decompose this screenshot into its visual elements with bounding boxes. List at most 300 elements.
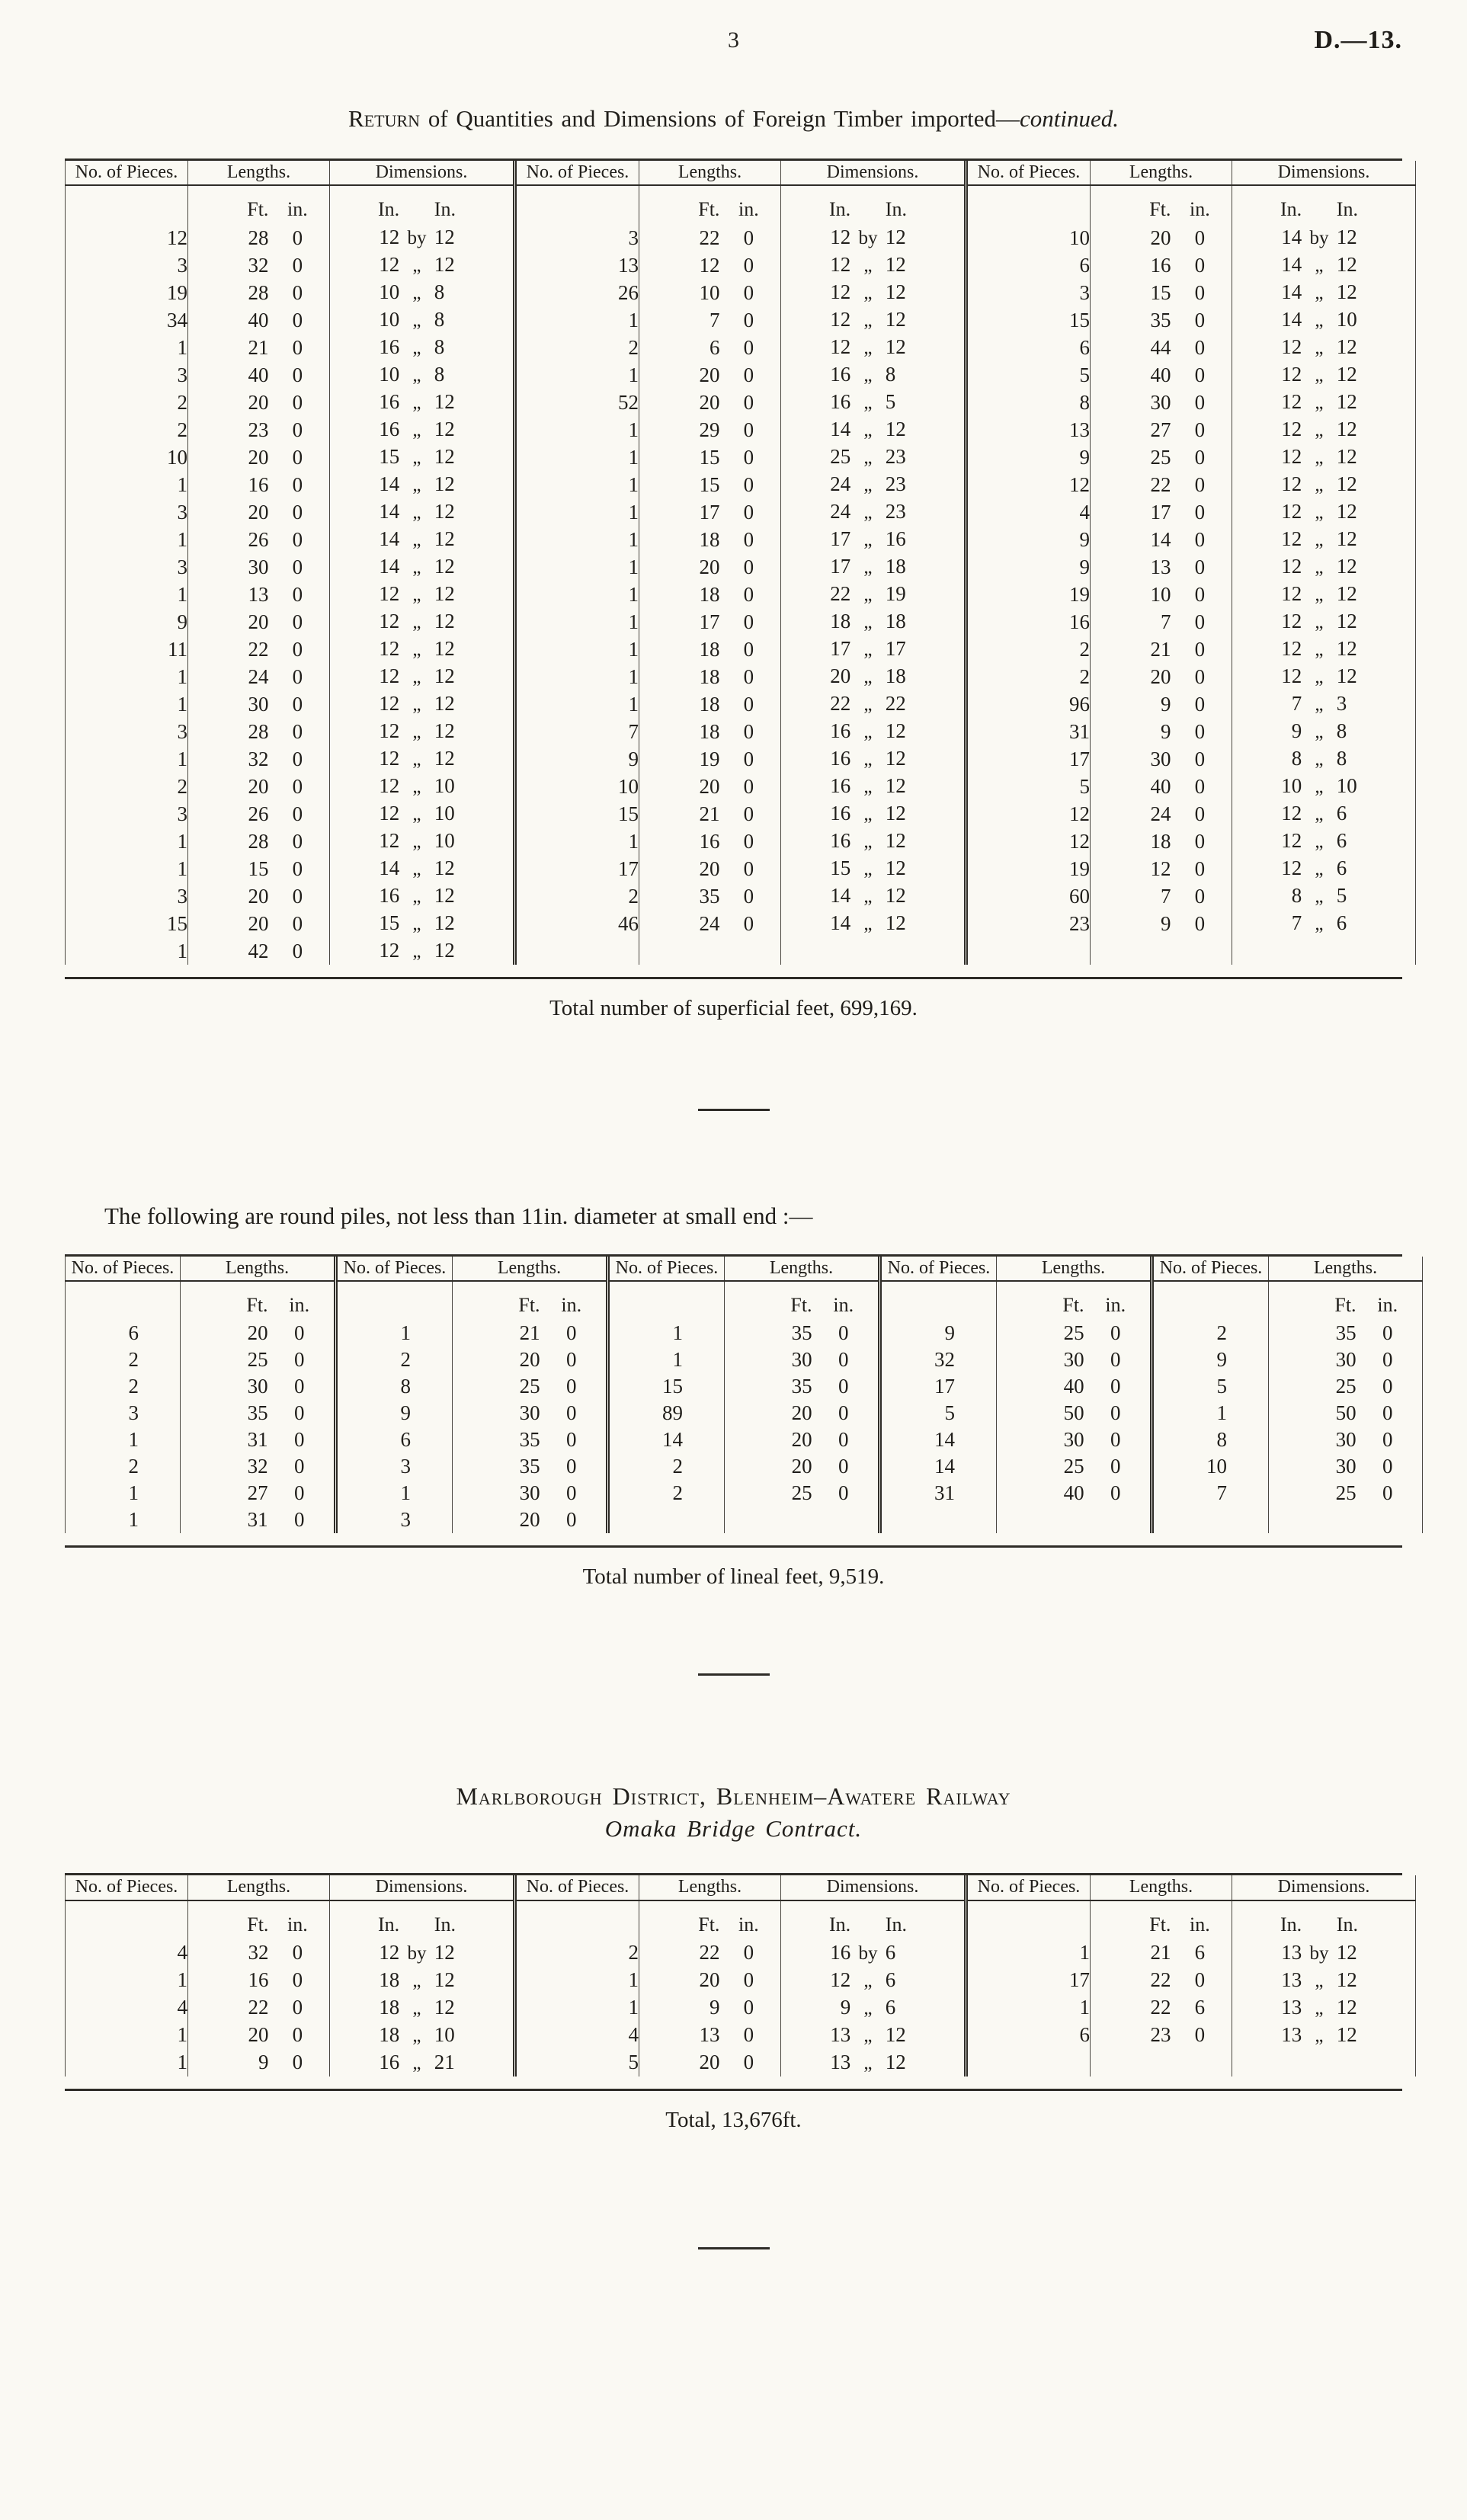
cell-pieces: 7 <box>515 718 639 745</box>
cell-pieces: 32 <box>880 1346 997 1373</box>
title-main-text: of Quantities and Dimensions of Foreign Timber imported— <box>420 105 1020 132</box>
cell-pieces: 14 <box>880 1453 997 1480</box>
cell-dimensions <box>330 882 515 910</box>
value-dim-first: 12 <box>379 1940 400 1964</box>
cell-lengths <box>188 416 330 443</box>
value-dim-second: 12 <box>434 226 455 249</box>
dim-separator: „ <box>1315 776 1324 798</box>
value-feet: 9 <box>709 1996 720 2019</box>
cell-dimensions <box>330 636 515 663</box>
cell-lengths <box>188 882 330 910</box>
value-dim-second: 12 <box>885 280 906 304</box>
col-header-pieces: No. of Pieces. <box>66 161 188 185</box>
dim-separator: „ <box>863 392 873 414</box>
value-dim-second: 12 <box>1336 1940 1357 1964</box>
value-inches: 0 <box>743 637 754 661</box>
value-dim-second: 12 <box>434 692 455 716</box>
cell-pieces: 1 <box>336 1320 453 1346</box>
unit-in2-label: In. <box>1336 1913 1358 1936</box>
section1-title <box>65 105 1402 133</box>
cell-dimensions <box>330 800 515 828</box>
cell-pieces: 2 <box>515 1939 639 1967</box>
value-inches: 0 <box>743 582 754 606</box>
value-dim-first: 14 <box>379 500 400 524</box>
cell-pieces: 3 <box>515 224 639 251</box>
unit-cell-blank <box>336 1281 453 1320</box>
cell-dimensions <box>781 553 966 581</box>
timber-grid <box>65 161 1416 965</box>
value-inches: 0 <box>1194 829 1206 853</box>
value-inches: 0 <box>292 280 303 304</box>
value-inches: 0 <box>292 527 303 551</box>
cell-pieces: 52 <box>515 389 639 416</box>
cell-lengths <box>1091 581 1232 608</box>
cell-pieces: 15 <box>966 306 1091 334</box>
cell-lengths <box>997 1427 1152 1453</box>
value-dim-second: 6 <box>885 1968 896 1991</box>
value-dim-first: 12 <box>379 802 400 825</box>
value-dim-second: 12 <box>434 939 455 962</box>
cell-dimensions <box>781 1994 966 2022</box>
value-dim-second: 12 <box>434 527 455 551</box>
cell-lengths <box>1091 2049 1232 2077</box>
cell-dimensions <box>781 663 966 690</box>
value-dim-second: 12 <box>885 2050 906 2073</box>
value-inches: 0 <box>1194 445 1206 469</box>
table-row <box>66 773 1416 800</box>
value-feet: 40 <box>1063 1375 1084 1398</box>
table-row <box>66 1427 1423 1453</box>
cell-pieces: 2 <box>966 636 1091 663</box>
unit-in1-label: In. <box>1280 1913 1302 1936</box>
cell-pieces: 8 <box>1152 1427 1269 1453</box>
cell-dimensions <box>1232 773 1416 800</box>
value-dim-first: 12 <box>1281 857 1302 880</box>
dim-separator: „ <box>1315 2025 1324 2046</box>
cell-pieces: 1 <box>515 636 639 663</box>
value-feet: 35 <box>699 884 720 908</box>
value-inches: 0 <box>292 363 303 386</box>
page-end-divider <box>698 2247 770 2249</box>
cell-pieces: 5 <box>880 1400 997 1427</box>
value-inches: 6 <box>1194 1941 1206 1964</box>
value-dim-first: 13 <box>1281 1940 1302 1964</box>
value-dim-first: 18 <box>379 1968 400 1991</box>
value-dim-first: 12 <box>1281 527 1302 551</box>
cell-lengths <box>639 608 781 636</box>
value-dim-first: 22 <box>830 692 851 716</box>
value-dim-first: 12 <box>1281 335 1302 359</box>
value-feet: 22 <box>1150 1996 1171 2019</box>
cell-pieces: 1 <box>515 471 639 498</box>
cell-pieces: 5 <box>966 361 1091 389</box>
cell-dimensions <box>330 416 515 443</box>
value-inches: 0 <box>292 911 303 935</box>
cell-dimensions <box>1232 279 1416 306</box>
value-inches: 0 <box>1194 308 1206 331</box>
value-inches: 0 <box>1382 1428 1393 1452</box>
value-dim-first: 25 <box>830 445 851 469</box>
value-inches: 0 <box>1194 555 1206 578</box>
value-feet: 9 <box>1160 692 1171 716</box>
value-dim-second: 12 <box>885 418 906 441</box>
value-feet: 32 <box>247 1455 268 1478</box>
value-feet: 10 <box>699 280 720 304</box>
value-dim-first: 16 <box>379 335 400 359</box>
unit-cell-blank <box>66 1900 188 1939</box>
value-feet: 19 <box>699 747 720 770</box>
cell-dimensions <box>1232 471 1416 498</box>
value-inches: 0 <box>294 1375 305 1398</box>
dim-separator: „ <box>412 831 421 853</box>
omaka-total: Total, 13,676ft. <box>665 2107 802 2132</box>
cell-pieces: 15 <box>515 800 639 828</box>
cell-lengths <box>639 2049 781 2077</box>
unit-in-label: in. <box>287 198 308 221</box>
value-feet: 15 <box>1150 280 1171 304</box>
cell-lengths <box>725 1480 880 1507</box>
cell-lengths <box>1091 306 1232 334</box>
cell-lengths <box>1091 251 1232 279</box>
cell-lengths <box>639 581 781 608</box>
value-feet: 30 <box>1335 1428 1356 1452</box>
cell-pieces: 3 <box>66 361 188 389</box>
dim-separator: „ <box>412 557 421 578</box>
value-feet: 24 <box>248 664 269 688</box>
value-dim-second: 12 <box>885 802 906 825</box>
cell-lengths <box>1091 828 1232 855</box>
table-row <box>66 334 1416 361</box>
value-dim-first: 16 <box>379 2050 400 2073</box>
value-inches: 0 <box>292 418 303 441</box>
dim-separator: „ <box>863 557 873 578</box>
table-row <box>66 1320 1423 1346</box>
value-inches: 0 <box>1194 719 1206 743</box>
value-feet: 40 <box>248 308 269 331</box>
cell-dimensions <box>781 1967 966 1994</box>
cell-pieces: 1 <box>515 608 639 636</box>
unit-cell-lengths <box>188 1900 330 1939</box>
cell-lengths <box>639 471 781 498</box>
cell-pieces: 19 <box>66 279 188 306</box>
unit-in-label: in. <box>289 1294 310 1317</box>
title-lead-word: Return <box>348 105 421 132</box>
value-dim-second: 10 <box>434 802 455 825</box>
document-reference: D.—13. <box>1314 26 1402 54</box>
value-inches: 0 <box>1194 637 1206 661</box>
cell-lengths <box>188 471 330 498</box>
cell-lengths <box>188 279 330 306</box>
value-dim-second: 23 <box>885 472 906 496</box>
cell-dimensions <box>781 937 966 965</box>
cell-lengths <box>639 334 781 361</box>
cell-pieces: 9 <box>66 608 188 636</box>
value-dim-first: 10 <box>379 308 400 331</box>
value-dim-first: 15 <box>379 445 400 469</box>
unit-cell-dimensions <box>330 185 515 224</box>
value-feet: 15 <box>248 857 269 880</box>
cell-pieces: 7 <box>1152 1480 1269 1507</box>
value-inches: 0 <box>566 1428 577 1452</box>
cell-pieces: 1 <box>515 553 639 581</box>
value-dim-second: 12 <box>885 308 906 331</box>
cell-dimensions <box>330 718 515 745</box>
dim-separator: „ <box>863 722 873 743</box>
cell-dimensions <box>330 498 515 526</box>
value-dim-first: 10 <box>379 363 400 386</box>
cell-pieces: 4 <box>966 498 1091 526</box>
value-inches: 0 <box>743 253 754 277</box>
col-header-lengths: Lengths. <box>639 1875 781 1900</box>
cell-pieces: 9 <box>966 526 1091 553</box>
page-number: 3 <box>728 27 739 53</box>
cell-lengths <box>1091 389 1232 416</box>
unit-in1-label: In. <box>1280 198 1302 221</box>
cell-lengths <box>1269 1373 1423 1400</box>
value-dim-first: 12 <box>379 747 400 770</box>
value-inches: 0 <box>1382 1481 1393 1505</box>
value-inches: 0 <box>838 1401 849 1425</box>
table-row <box>66 1453 1423 1480</box>
cell-lengths <box>188 718 330 745</box>
value-inches: 0 <box>292 719 303 743</box>
cell-pieces: 1 <box>515 581 639 608</box>
column-header-row <box>66 1875 1416 1900</box>
cell-lengths <box>639 279 781 306</box>
unit-in1-label: In. <box>829 198 851 221</box>
cell-lengths <box>639 800 781 828</box>
value-feet: 16 <box>1150 253 1171 277</box>
value-feet: 30 <box>519 1401 540 1425</box>
unit-ft-label: Ft. <box>247 1913 269 1936</box>
cell-lengths <box>1091 416 1232 443</box>
cell-dimensions <box>1232 224 1416 251</box>
value-dim-first: 12 <box>1281 445 1302 469</box>
cell-pieces: 1 <box>66 855 188 882</box>
value-feet: 30 <box>1335 1348 1356 1372</box>
value-dim-first: 12 <box>379 582 400 606</box>
cell-pieces: 2 <box>515 334 639 361</box>
value-dim-first: 7 <box>1291 692 1302 716</box>
cell-lengths <box>639 718 781 745</box>
cell-lengths <box>639 636 781 663</box>
value-feet: 30 <box>248 555 269 578</box>
col-header-dimensions: Dimensions. <box>1232 161 1416 185</box>
table-row <box>66 526 1416 553</box>
value-dim-first: 18 <box>379 2022 400 2046</box>
unit-cell-dimensions <box>1232 1900 1416 1939</box>
value-feet: 31 <box>247 1508 268 1532</box>
value-inches: 0 <box>743 2051 754 2074</box>
table-row <box>66 636 1416 663</box>
cell-lengths <box>725 1346 880 1373</box>
col-header-lengths: Lengths. <box>639 161 781 185</box>
value-feet: 50 <box>1335 1401 1356 1425</box>
column-header-row <box>66 161 1416 185</box>
cell-lengths <box>1091 1939 1232 1967</box>
cell-dimensions <box>1232 443 1416 471</box>
value-feet: 21 <box>699 802 720 825</box>
dim-separator: „ <box>863 859 873 880</box>
value-inches: 0 <box>1110 1321 1121 1345</box>
value-dim-first: 9 <box>1291 719 1302 743</box>
value-inches: 0 <box>292 2023 303 2047</box>
cell-dimensions <box>781 471 966 498</box>
dim-separator: „ <box>863 310 873 331</box>
unit-in1-label: In. <box>378 1913 400 1936</box>
cell-lengths <box>997 1373 1152 1400</box>
value-inches: 0 <box>292 747 303 770</box>
table-row <box>66 389 1416 416</box>
value-inches: 0 <box>566 1455 577 1478</box>
value-feet: 20 <box>699 1968 720 1992</box>
cell-pieces: 9 <box>966 443 1091 471</box>
cell-pieces: 10 <box>966 224 1091 251</box>
value-feet: 21 <box>1150 637 1171 661</box>
value-dim-second: 12 <box>434 1968 455 1991</box>
value-feet: 7 <box>1160 610 1171 633</box>
value-dim-second: 12 <box>885 774 906 798</box>
value-dim-second: 23 <box>885 500 906 524</box>
cell-pieces: 34 <box>66 306 188 334</box>
value-inches: 0 <box>743 280 754 304</box>
table-body <box>66 185 1416 965</box>
value-feet: 20 <box>1150 664 1171 688</box>
cell-lengths <box>188 334 330 361</box>
dim-separator: „ <box>863 502 873 524</box>
value-dim-first: 8 <box>1291 747 1302 770</box>
dim-separator: „ <box>1315 557 1324 578</box>
table-row <box>66 279 1416 306</box>
unit-in-label: in. <box>287 1913 308 1936</box>
cell-lengths <box>1091 279 1232 306</box>
piles-grid <box>65 1257 1423 1533</box>
unit-ft-label: Ft. <box>1149 198 1171 221</box>
value-dim-first: 12 <box>379 939 400 962</box>
dim-separator: „ <box>412 2052 421 2073</box>
value-dim-first: 12 <box>1281 829 1302 853</box>
value-dim-first: 12 <box>830 280 851 304</box>
col-header-pieces: No. of Pieces. <box>515 161 639 185</box>
cell-pieces: 17 <box>515 855 639 882</box>
cell-pieces: 1 <box>66 1967 188 1994</box>
unit-in-label: in. <box>1377 1294 1398 1317</box>
cell-pieces: 6 <box>966 2022 1091 2049</box>
value-feet: 20 <box>699 774 720 798</box>
dim-separator: „ <box>1315 722 1324 743</box>
col-header-lengths: Lengths. <box>453 1257 608 1281</box>
value-feet: 22 <box>699 1941 720 1964</box>
value-inches: 0 <box>292 829 303 853</box>
unit-in-label: in. <box>1189 198 1210 221</box>
value-dim-second: 12 <box>434 911 455 935</box>
cell-pieces: 12 <box>966 828 1091 855</box>
dim-separator: „ <box>1315 804 1324 825</box>
dim-separator: „ <box>412 283 421 304</box>
value-inches: 0 <box>294 1348 305 1372</box>
cell-dimensions <box>1232 910 1416 937</box>
value-inches: 0 <box>838 1375 849 1398</box>
value-inches: 0 <box>1194 857 1206 880</box>
dim-separator: „ <box>1315 859 1324 880</box>
value-feet: 28 <box>248 829 269 853</box>
col-header-lengths: Lengths. <box>188 161 330 185</box>
value-feet: 24 <box>699 911 720 935</box>
value-dim-second: 12 <box>885 226 906 249</box>
value-inches: 0 <box>1382 1455 1393 1478</box>
value-feet: 9 <box>1160 911 1171 935</box>
cell-dimensions <box>1232 2022 1416 2049</box>
value-feet: 12 <box>699 253 720 277</box>
value-dim-first: 12 <box>830 226 851 249</box>
value-dim-first: 15 <box>830 857 851 880</box>
cell-lengths <box>997 1480 1152 1507</box>
cell-lengths <box>639 251 781 279</box>
table-row <box>66 608 1416 636</box>
table-row <box>66 800 1416 828</box>
table-row <box>66 251 1416 279</box>
cell-lengths <box>1091 636 1232 663</box>
value-dim-second: 12 <box>885 719 906 743</box>
value-feet: 35 <box>1335 1321 1356 1345</box>
table-row <box>66 1373 1423 1400</box>
cell-pieces: 2 <box>608 1453 725 1480</box>
dim-separator: „ <box>1315 749 1324 770</box>
table-head <box>66 1257 1423 1281</box>
value-feet: 20 <box>699 555 720 578</box>
value-dim-second: 12 <box>434 418 455 441</box>
value-dim-second: 12 <box>1336 445 1357 469</box>
cell-lengths <box>639 498 781 526</box>
value-dim-second: 12 <box>885 911 906 935</box>
cell-pieces: 1 <box>608 1320 725 1346</box>
value-feet: 30 <box>519 1481 540 1505</box>
cell-pieces: 1 <box>515 1994 639 2022</box>
value-inches: 0 <box>743 1941 754 1964</box>
value-dim-first: 12 <box>1281 390 1302 414</box>
value-feet: 28 <box>248 226 269 249</box>
cell-lengths <box>639 361 781 389</box>
value-inches: 0 <box>1110 1428 1121 1452</box>
value-inches: 0 <box>743 719 754 743</box>
unit-in-label: in. <box>738 198 759 221</box>
cell-pieces: 11 <box>66 636 188 663</box>
value-dim-second: 8 <box>1336 747 1347 770</box>
value-feet: 9 <box>258 2051 269 2074</box>
cell-lengths <box>1091 910 1232 937</box>
cell-pieces: 31 <box>966 718 1091 745</box>
cell-dimensions <box>330 279 515 306</box>
value-inches: 0 <box>294 1401 305 1425</box>
cell-pieces: 3 <box>66 718 188 745</box>
cell-pieces: 1 <box>66 526 188 553</box>
value-inches: 0 <box>1194 363 1206 386</box>
col-header-pieces: No. of Pieces. <box>336 1257 453 1281</box>
value-dim-first: 16 <box>830 774 851 798</box>
value-inches: 0 <box>838 1455 849 1478</box>
value-dim-first: 12 <box>830 308 851 331</box>
value-feet: 18 <box>699 664 720 688</box>
value-dim-second: 8 <box>434 363 445 386</box>
cell-dimensions <box>1232 334 1416 361</box>
cell-dimensions <box>1232 581 1416 608</box>
col-header-dimensions: Dimensions. <box>1232 1875 1416 1900</box>
value-inches: 0 <box>294 1428 305 1452</box>
value-inches: 0 <box>292 637 303 661</box>
value-dim-second: 12 <box>1336 253 1357 277</box>
value-feet: 16 <box>248 472 269 496</box>
value-inches: 0 <box>1194 692 1206 716</box>
